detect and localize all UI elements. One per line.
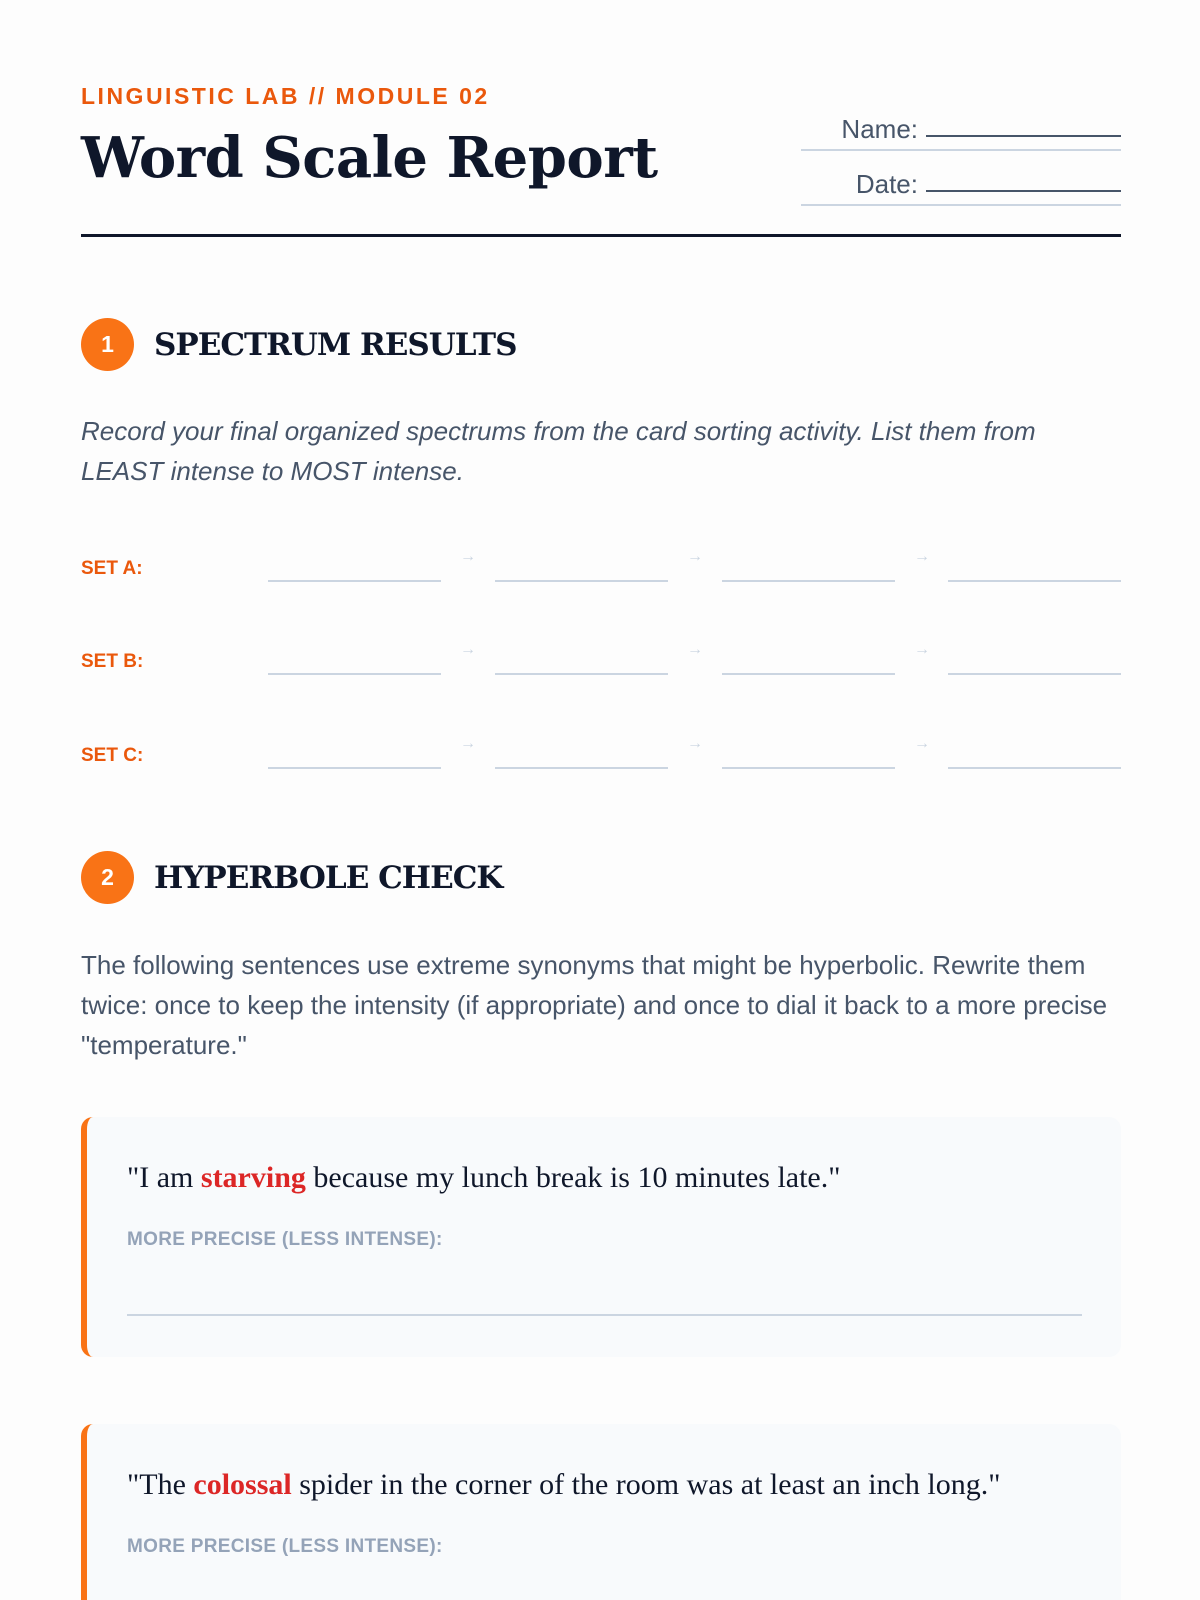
rewrite-label: MORE PRECISE (LESS INTENSE): bbox=[127, 1229, 443, 1250]
section-1-instructions: Record your final organized spectrums from the card sorting activity. List them from LEAST intense to MOST intense. bbox=[81, 416, 1036, 486]
arrow-icon: → bbox=[687, 548, 703, 565]
hyperbole-sentence bbox=[127, 1468, 1000, 1502]
set-label: SET A: bbox=[81, 558, 143, 579]
sentence-end: because my lunch break is 10 minutes late." bbox=[305, 1161, 841, 1194]
arrow-icon: → bbox=[687, 735, 703, 752]
section-2-heading bbox=[81, 851, 502, 904]
hyperbole-card bbox=[81, 1424, 1121, 1600]
header bbox=[81, 0, 1121, 237]
hyperbole-card bbox=[81, 1117, 1121, 1357]
sentence-end: spider in the corner of the room was at least an inch long." bbox=[291, 1468, 1001, 1501]
section-number-badge: 2 bbox=[81, 851, 134, 904]
section-number-badge: 1 bbox=[81, 318, 134, 371]
set-label: SET B: bbox=[81, 651, 144, 672]
section-2-instructions: The following sentences use extreme synonyms that might be hyperbolic. Rewrite them twice: once to keep the intensity (if appropriate) and once to dial it back to a more precise "temperature." bbox=[81, 950, 1108, 1060]
arrow-icon: → bbox=[687, 641, 703, 658]
name-label: Name: bbox=[841, 114, 918, 144]
section-1-heading bbox=[81, 318, 517, 371]
spectrum-blank[interactable] bbox=[495, 544, 668, 582]
hyperbolic-word: starving bbox=[200, 1161, 306, 1194]
spectrum-blank[interactable] bbox=[268, 637, 441, 675]
name-row bbox=[801, 96, 1121, 151]
arrow-icon: → bbox=[460, 641, 476, 658]
set-b-row bbox=[81, 637, 1121, 687]
rewrite-answer-line[interactable] bbox=[127, 1314, 1082, 1316]
name-field[interactable] bbox=[926, 115, 1121, 137]
hyperbole-sentence bbox=[127, 1161, 841, 1195]
date-field[interactable] bbox=[926, 170, 1121, 192]
section-title: HYPERBOLE CHECK bbox=[154, 859, 503, 896]
spectrum-blank[interactable] bbox=[495, 637, 668, 675]
spectrum-blank[interactable] bbox=[268, 731, 441, 769]
spectrum-blank[interactable] bbox=[268, 544, 441, 582]
spectrum-blank[interactable] bbox=[722, 544, 895, 582]
module-kicker: LINGUISTIC LAB // MODULE 02 bbox=[81, 83, 490, 109]
spectrum-blank[interactable] bbox=[495, 731, 668, 769]
hyperbolic-word: colossal bbox=[193, 1468, 292, 1501]
rewrite-label: MORE PRECISE (LESS INTENSE): bbox=[127, 1536, 443, 1557]
page-title: Word Scale Report bbox=[81, 125, 658, 191]
sentence-start: "I am bbox=[127, 1161, 201, 1194]
arrow-icon: → bbox=[914, 641, 930, 658]
arrow-icon: → bbox=[460, 735, 476, 752]
set-a-row bbox=[81, 544, 1121, 594]
date-label: Date: bbox=[855, 169, 918, 199]
spectrum-blank[interactable] bbox=[948, 637, 1121, 675]
spectrum-blank[interactable] bbox=[722, 637, 895, 675]
arrow-icon: → bbox=[914, 548, 930, 565]
sentence-start: "The bbox=[127, 1468, 194, 1501]
worksheet-page bbox=[81, 0, 1121, 1557]
spectrum-blank[interactable] bbox=[722, 731, 895, 769]
student-meta bbox=[801, 96, 1121, 206]
arrow-icon: → bbox=[460, 548, 476, 565]
set-label: SET C: bbox=[81, 745, 144, 766]
spectrum-blank[interactable] bbox=[948, 731, 1121, 769]
date-row bbox=[801, 151, 1121, 206]
arrow-icon: → bbox=[914, 735, 930, 752]
set-c-row bbox=[81, 731, 1121, 781]
section-title: SPECTRUM RESULTS bbox=[154, 326, 517, 363]
spectrum-blank[interactable] bbox=[948, 544, 1121, 582]
